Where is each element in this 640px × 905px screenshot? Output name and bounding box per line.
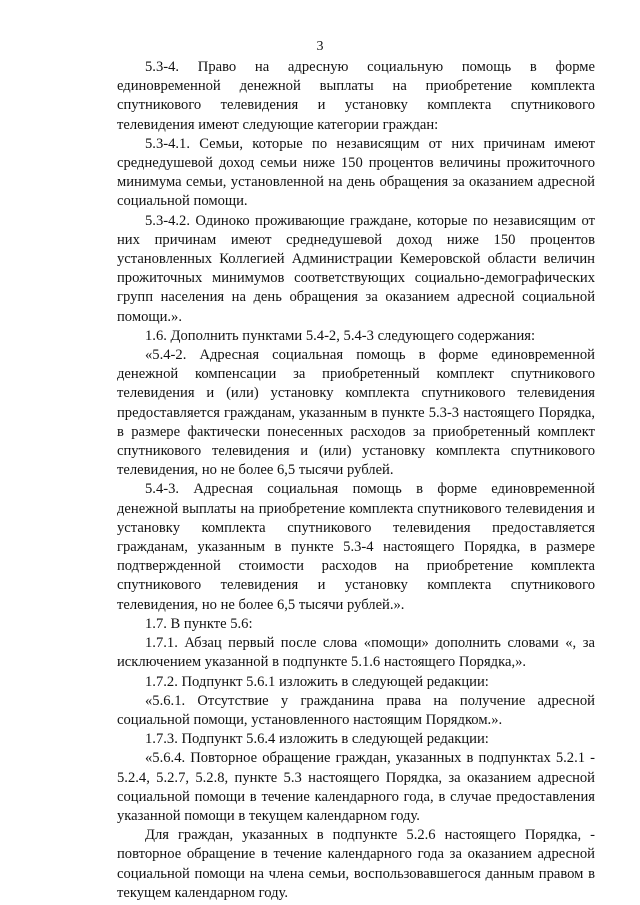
document-body — [117, 58, 595, 903]
paragraph-1-7-1: 1.7.1. Абзац первый после слова «помощи» дополнить словами «, за исключением указанной в подпункте 5.1.6 настоящего Порядка,». — [117, 635, 595, 671]
paragraph-1-7: 1.7. В пункте 5.6: — [145, 615, 253, 632]
paragraph-5-4-2: «5.4-2. Адресная социальная помощь в форме единовременной денежной компенсации за приобретенный комплект спутникового телевидения и (или) установку комплекта спутникового телевидения предоставляется гражданам, указанным в пункте 5.3-3 настоящего Порядка, в размере фактически понесенных расходов за приобретенный комплект спутникового телевидения и (или) установку комплекта спутникового телевидения, но не более 6,5 тысячи рублей. — [117, 347, 595, 479]
paragraph-5-3-4-1: 5.3-4.1. Семьи, которые по независящим от них причинам имеют среднедушевой доход семьи ниже 150 процентов величины прожиточного минимума семьи, установленной на день обращения за оказанием адресной социальной помощи. — [117, 135, 595, 210]
paragraph-5-3-4-2: 5.3-4.2. Одиноко проживающие граждане, которые по независящим от них причинам имеют среднедушевой доход ниже 150 процентов установленных Коллегией Администрации Кемеровской области величин прожиточных минимумов соответствующих социально-демографических групп населения на день обращения за оказанием адресной социальной помощи.». — [117, 212, 595, 325]
paragraph-5-6-1: «5.6.1. Отсутствие у гражданина права на получение адресной социальной помощи, установленного настоящим Порядком.». — [117, 692, 595, 728]
paragraph-5-6-4: «5.6.4. Повторное обращение граждан, указанных в подпунктах 5.2.1 - 5.2.4, 5.2.7, 5.2.8, пункте 5.3 настоящего Порядка, за оказанием адресной социальной помощи в течение календарного года, в случае предоставления указанной помощи в текущем календарном году. — [117, 750, 595, 824]
paragraph-1-7-3: 1.7.3. Подпункт 5.6.4 изложить в следующей редакции: — [145, 731, 489, 748]
paragraph-1-6: 1.6. Дополнить пунктами 5.4-2, 5.4-3 следующего содержания: — [145, 327, 536, 344]
paragraph-5-2-6-note: Для граждан, указанных в подпункте 5.2.6 настоящего Порядка, - повторное обращение в течение календарного года за оказанием адресной социальной помощи на члена семьи, воспользовавшегося данным правом в текущем календарном году. — [117, 827, 595, 901]
paragraph-5-3-4: 5.3-4. Право на адресную социальную помощь в форме единовременной денежной выплаты на приобретение комплекта спутникового телевидения и установку комплекта спутникового телевидения имеют следующие категории граждан: — [117, 59, 595, 133]
paragraph-5-4-3: 5.4-3. Адресная социальная помощь в форме единовременной денежной выплаты на приобретение комплекта спутникового телевидения и установку комплекта спутникового телевидения предоставляется гражданам, указанным в пункте 5.3-4 настоящего Порядка, в размере подтвержденной стоимости расходов на приобретение комплекта спутникового телевидения и установку комплекта спутникового телевидения, но не более 6,5 тысячи рублей.». — [117, 481, 595, 613]
page-number: 3 — [316, 39, 324, 54]
paragraph-1-7-2: 1.7.2. Подпункт 5.6.1 изложить в следующей редакции: — [145, 673, 489, 690]
